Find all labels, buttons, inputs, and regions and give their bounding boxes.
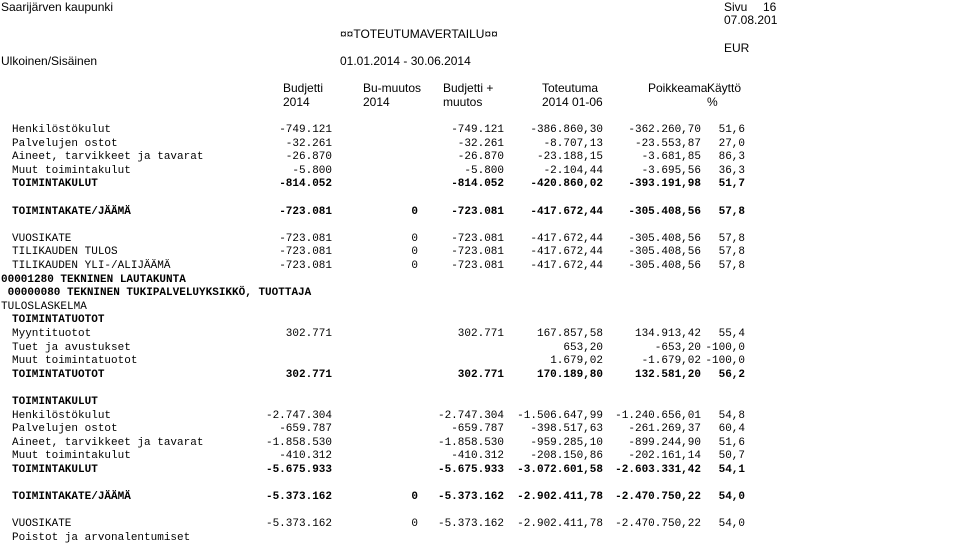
- budget-plus-cell: -5.800: [464, 165, 504, 177]
- deviation-cell: -305.408,56: [628, 206, 701, 218]
- table-row: [0, 232, 960, 246]
- report-date: 07.08.201: [724, 13, 778, 27]
- table-row: [0, 463, 960, 477]
- deviation-cell: -1.240.656,01: [615, 410, 701, 422]
- row-label: TOIMINTAKULUT: [12, 178, 98, 190]
- row-label: TILIKAUDEN YLI-/ALIJÄÄMÄ: [12, 260, 171, 272]
- table-row: [0, 409, 960, 423]
- budget-cell: -814.052: [279, 178, 332, 190]
- budget-cell: -723.081: [279, 233, 332, 245]
- actual-cell: -208.150,86: [530, 450, 603, 462]
- row-label: 00001280 TEKNINEN LAUTAKUNTA: [1, 274, 186, 286]
- deviation-cell: -305.408,56: [628, 260, 701, 272]
- budget-cell: -5.373.162: [265, 491, 332, 503]
- table-row: [0, 531, 960, 545]
- row-label: 00000080 TEKNINEN TUKIPALVELUYKSIKKÖ, TUOTTAJA: [1, 287, 312, 299]
- actual-cell: -2.902.411,78: [517, 518, 603, 530]
- table-row: [0, 517, 960, 531]
- budget-cell: 302.771: [285, 328, 332, 340]
- table-row: [0, 381, 960, 395]
- table-row: [0, 286, 960, 300]
- col-usage-header: Käyttö: [707, 81, 742, 95]
- deviation-cell: -305.408,56: [628, 246, 701, 258]
- col-change-year: 2014: [363, 95, 390, 109]
- budget-plus-cell: -723.081: [451, 233, 504, 245]
- budget-cell: -5.373.162: [265, 518, 332, 530]
- page-number: 16: [763, 0, 777, 14]
- usage-cell: 57,8: [718, 260, 745, 272]
- deviation-cell: -202.161,14: [628, 450, 701, 462]
- actual-cell: 167.857,58: [536, 328, 603, 340]
- actual-cell: -1.506.647,99: [517, 410, 603, 422]
- row-label: VUOSIKATE: [12, 518, 72, 530]
- budget-cell: -5.675.933: [265, 464, 332, 476]
- table-row: [0, 150, 960, 164]
- row-label: Tuet ja avustukset: [12, 342, 131, 354]
- budget-plus-cell: -26.870: [457, 151, 504, 163]
- budget-plus-cell: -723.081: [451, 260, 504, 272]
- deviation-cell: -2.470.750,22: [615, 518, 701, 530]
- budget-cell: -26.870: [285, 151, 332, 163]
- deviation-cell: -3.681,85: [641, 151, 701, 163]
- budget-cell: -1.858.530: [265, 437, 332, 449]
- table-row: [0, 137, 960, 151]
- col-budget-plus-sub: muutos: [443, 95, 483, 109]
- deviation-cell: -3.695,56: [641, 165, 701, 177]
- col-change-header: Bu-muutos: [363, 81, 422, 95]
- usage-cell: 57,8: [718, 206, 745, 218]
- budget-plus-cell: -5.675.933: [437, 464, 504, 476]
- deviation-cell: 134.913,42: [634, 328, 701, 340]
- usage-cell: 55,4: [718, 328, 745, 340]
- usage-cell: 36,3: [718, 165, 745, 177]
- deviation-cell: -2.603.331,42: [615, 464, 701, 476]
- usage-cell: 54,8: [718, 410, 745, 422]
- usage-cell: 27,0: [718, 138, 745, 150]
- table-row: [0, 205, 960, 219]
- actual-cell: 653,20: [563, 342, 603, 354]
- actual-cell: -420.860,02: [530, 178, 603, 190]
- deviation-cell: -1.679,02: [641, 355, 701, 367]
- change-cell: 0: [411, 206, 418, 218]
- budget-plus-cell: -659.787: [451, 423, 504, 435]
- usage-cell: 51,7: [718, 178, 745, 190]
- table-row: [0, 245, 960, 259]
- table-row: [0, 395, 960, 409]
- actual-cell: -2.104,44: [543, 165, 603, 177]
- usage-cell: 51,6: [718, 437, 745, 449]
- usage-cell: 51,6: [718, 124, 745, 136]
- row-label: VUOSIKATE: [12, 233, 72, 245]
- row-label: TULOSLASKELMA: [1, 301, 87, 313]
- deviation-cell: -899.244,90: [628, 437, 701, 449]
- table-row: [0, 504, 960, 518]
- table-row: [0, 191, 960, 205]
- row-label: Palvelujen ostot: [12, 138, 118, 150]
- currency-label: EUR: [724, 41, 750, 55]
- usage-cell: 57,8: [718, 233, 745, 245]
- actual-cell: -23.188,15: [536, 151, 603, 163]
- change-cell: 0: [411, 233, 418, 245]
- row-label: Henkilöstökulut: [12, 410, 112, 422]
- budget-plus-cell: -749.121: [451, 124, 504, 136]
- budget-plus-cell: -723.081: [451, 246, 504, 258]
- row-label: TOIMINTAKULUT: [12, 464, 98, 476]
- deviation-cell: -305.408,56: [628, 233, 701, 245]
- actual-cell: -417.672,44: [530, 260, 603, 272]
- deviation-cell: -2.470.750,22: [615, 491, 701, 503]
- row-label: Aineet, tarvikkeet ja tavarat: [12, 151, 204, 163]
- budget-cell: -5.800: [292, 165, 332, 177]
- usage-cell: 60,4: [718, 423, 745, 435]
- table-row: [0, 490, 960, 504]
- budget-plus-cell: -410.312: [451, 450, 504, 462]
- table-row: [0, 164, 960, 178]
- budget-plus-cell: -5.373.162: [437, 491, 504, 503]
- deviation-cell: -362.260,70: [628, 124, 701, 136]
- col-usage-unit: %: [707, 95, 718, 109]
- budget-cell: -2.747.304: [265, 410, 332, 422]
- row-label: TOIMINTAKATE/JÄÄMÄ: [12, 206, 131, 218]
- row-label: Henkilöstökulut: [12, 124, 112, 136]
- table-row: [0, 313, 960, 327]
- actual-cell: -398.517,63: [530, 423, 603, 435]
- actual-cell: 170.189,80: [536, 369, 603, 381]
- table-row: [0, 341, 960, 355]
- usage-cell: 86,3: [718, 151, 745, 163]
- col-budget-header: Budjetti: [283, 81, 324, 95]
- budget-cell: -32.261: [285, 138, 332, 150]
- table-row: [0, 177, 960, 191]
- table-row: [0, 477, 960, 491]
- table-row: [0, 300, 960, 314]
- row-label: Muut toimintakulut: [12, 450, 131, 462]
- change-cell: 0: [411, 246, 418, 258]
- deviation-cell: 132.581,20: [634, 369, 701, 381]
- usage-cell: 56,2: [718, 369, 745, 381]
- table-row: [0, 368, 960, 382]
- col-actual-period: 2014 01-06: [542, 95, 603, 109]
- scope-label: Ulkoinen/Sisäinen: [1, 54, 98, 68]
- actual-cell: -417.672,44: [530, 233, 603, 245]
- budget-plus-cell: -5.373.162: [437, 518, 504, 530]
- usage-cell: 54,1: [718, 464, 745, 476]
- budget-plus-cell: -2.747.304: [437, 410, 504, 422]
- table-row: [0, 449, 960, 463]
- usage-cell: 57,8: [718, 246, 745, 258]
- actual-cell: -417.672,44: [530, 206, 603, 218]
- actual-cell: -8.707,13: [543, 138, 603, 150]
- table-row: [0, 259, 960, 273]
- deviation-cell: -653,20: [654, 342, 701, 354]
- row-label: TILIKAUDEN TULOS: [12, 246, 118, 258]
- table-row: [0, 422, 960, 436]
- row-label: Palvelujen ostot: [12, 423, 118, 435]
- budget-cell: -659.787: [279, 423, 332, 435]
- period-label: 01.01.2014 - 30.06.2014: [340, 54, 471, 68]
- row-label: Myyntituotot: [12, 328, 92, 340]
- deviation-cell: -261.269,37: [628, 423, 701, 435]
- actual-cell: -959.285,10: [530, 437, 603, 449]
- actual-cell: -417.672,44: [530, 246, 603, 258]
- table-row: [0, 273, 960, 287]
- actual-cell: 1.679,02: [550, 355, 603, 367]
- usage-cell: 50,7: [718, 450, 745, 462]
- table-row: [0, 327, 960, 341]
- table-row: [0, 218, 960, 232]
- usage-cell: 54,0: [718, 518, 745, 530]
- budget-cell: -410.312: [279, 450, 332, 462]
- actual-cell: -3.072.601,58: [517, 464, 603, 476]
- budget-cell: -723.081: [279, 206, 332, 218]
- org-name: Saarijärven kaupunki: [1, 0, 114, 14]
- row-label: TOIMINTATUOTOT: [12, 314, 105, 326]
- report-title: ¤¤TOTEUTUMAVERTAILU¤¤: [340, 27, 498, 41]
- col-actual-header: Toteutuma: [542, 81, 599, 95]
- budget-cell: -723.081: [279, 246, 332, 258]
- change-cell: 0: [411, 518, 418, 530]
- row-label: Muut toimintatuotot: [12, 355, 138, 367]
- usage-cell: 54,0: [718, 491, 745, 503]
- usage-cell: -100,0: [705, 342, 745, 354]
- row-label: TOIMINTATUOTOT: [12, 369, 105, 381]
- col-budget-plus-header: Budjetti +: [443, 81, 494, 95]
- budget-plus-cell: -32.261: [457, 138, 504, 150]
- budget-plus-cell: -723.081: [451, 206, 504, 218]
- row-label: TOIMINTAKATE/JÄÄMÄ: [12, 491, 131, 503]
- change-cell: 0: [411, 260, 418, 272]
- change-cell: 0: [411, 491, 418, 503]
- col-budget-year: 2014: [283, 95, 310, 109]
- budget-plus-cell: 302.771: [457, 328, 504, 340]
- budget-plus-cell: 302.771: [457, 369, 504, 381]
- page-label: Sivu: [724, 0, 748, 14]
- col-deviation-header: Poikkeama: [648, 81, 708, 95]
- actual-cell: -386.860,30: [530, 124, 603, 136]
- budget-plus-cell: -1.858.530: [437, 437, 504, 449]
- deviation-cell: -393.191,98: [628, 178, 701, 190]
- budget-cell: -749.121: [279, 124, 332, 136]
- row-label: Muut toimintakulut: [12, 165, 131, 177]
- budget-cell: 302.771: [285, 369, 332, 381]
- row-label: Aineet, tarvikkeet ja tavarat: [12, 437, 204, 449]
- row-label: Poistot ja arvonalentumiset: [12, 532, 191, 544]
- actual-cell: -2.902.411,78: [517, 491, 603, 503]
- usage-cell: -100,0: [705, 355, 745, 367]
- table-row: [0, 436, 960, 450]
- table-row: [0, 123, 960, 137]
- row-label: TOIMINTAKULUT: [12, 396, 98, 408]
- deviation-cell: -23.553,87: [634, 138, 701, 150]
- budget-cell: -723.081: [279, 260, 332, 272]
- budget-plus-cell: -814.052: [451, 178, 504, 190]
- table-row: [0, 354, 960, 368]
